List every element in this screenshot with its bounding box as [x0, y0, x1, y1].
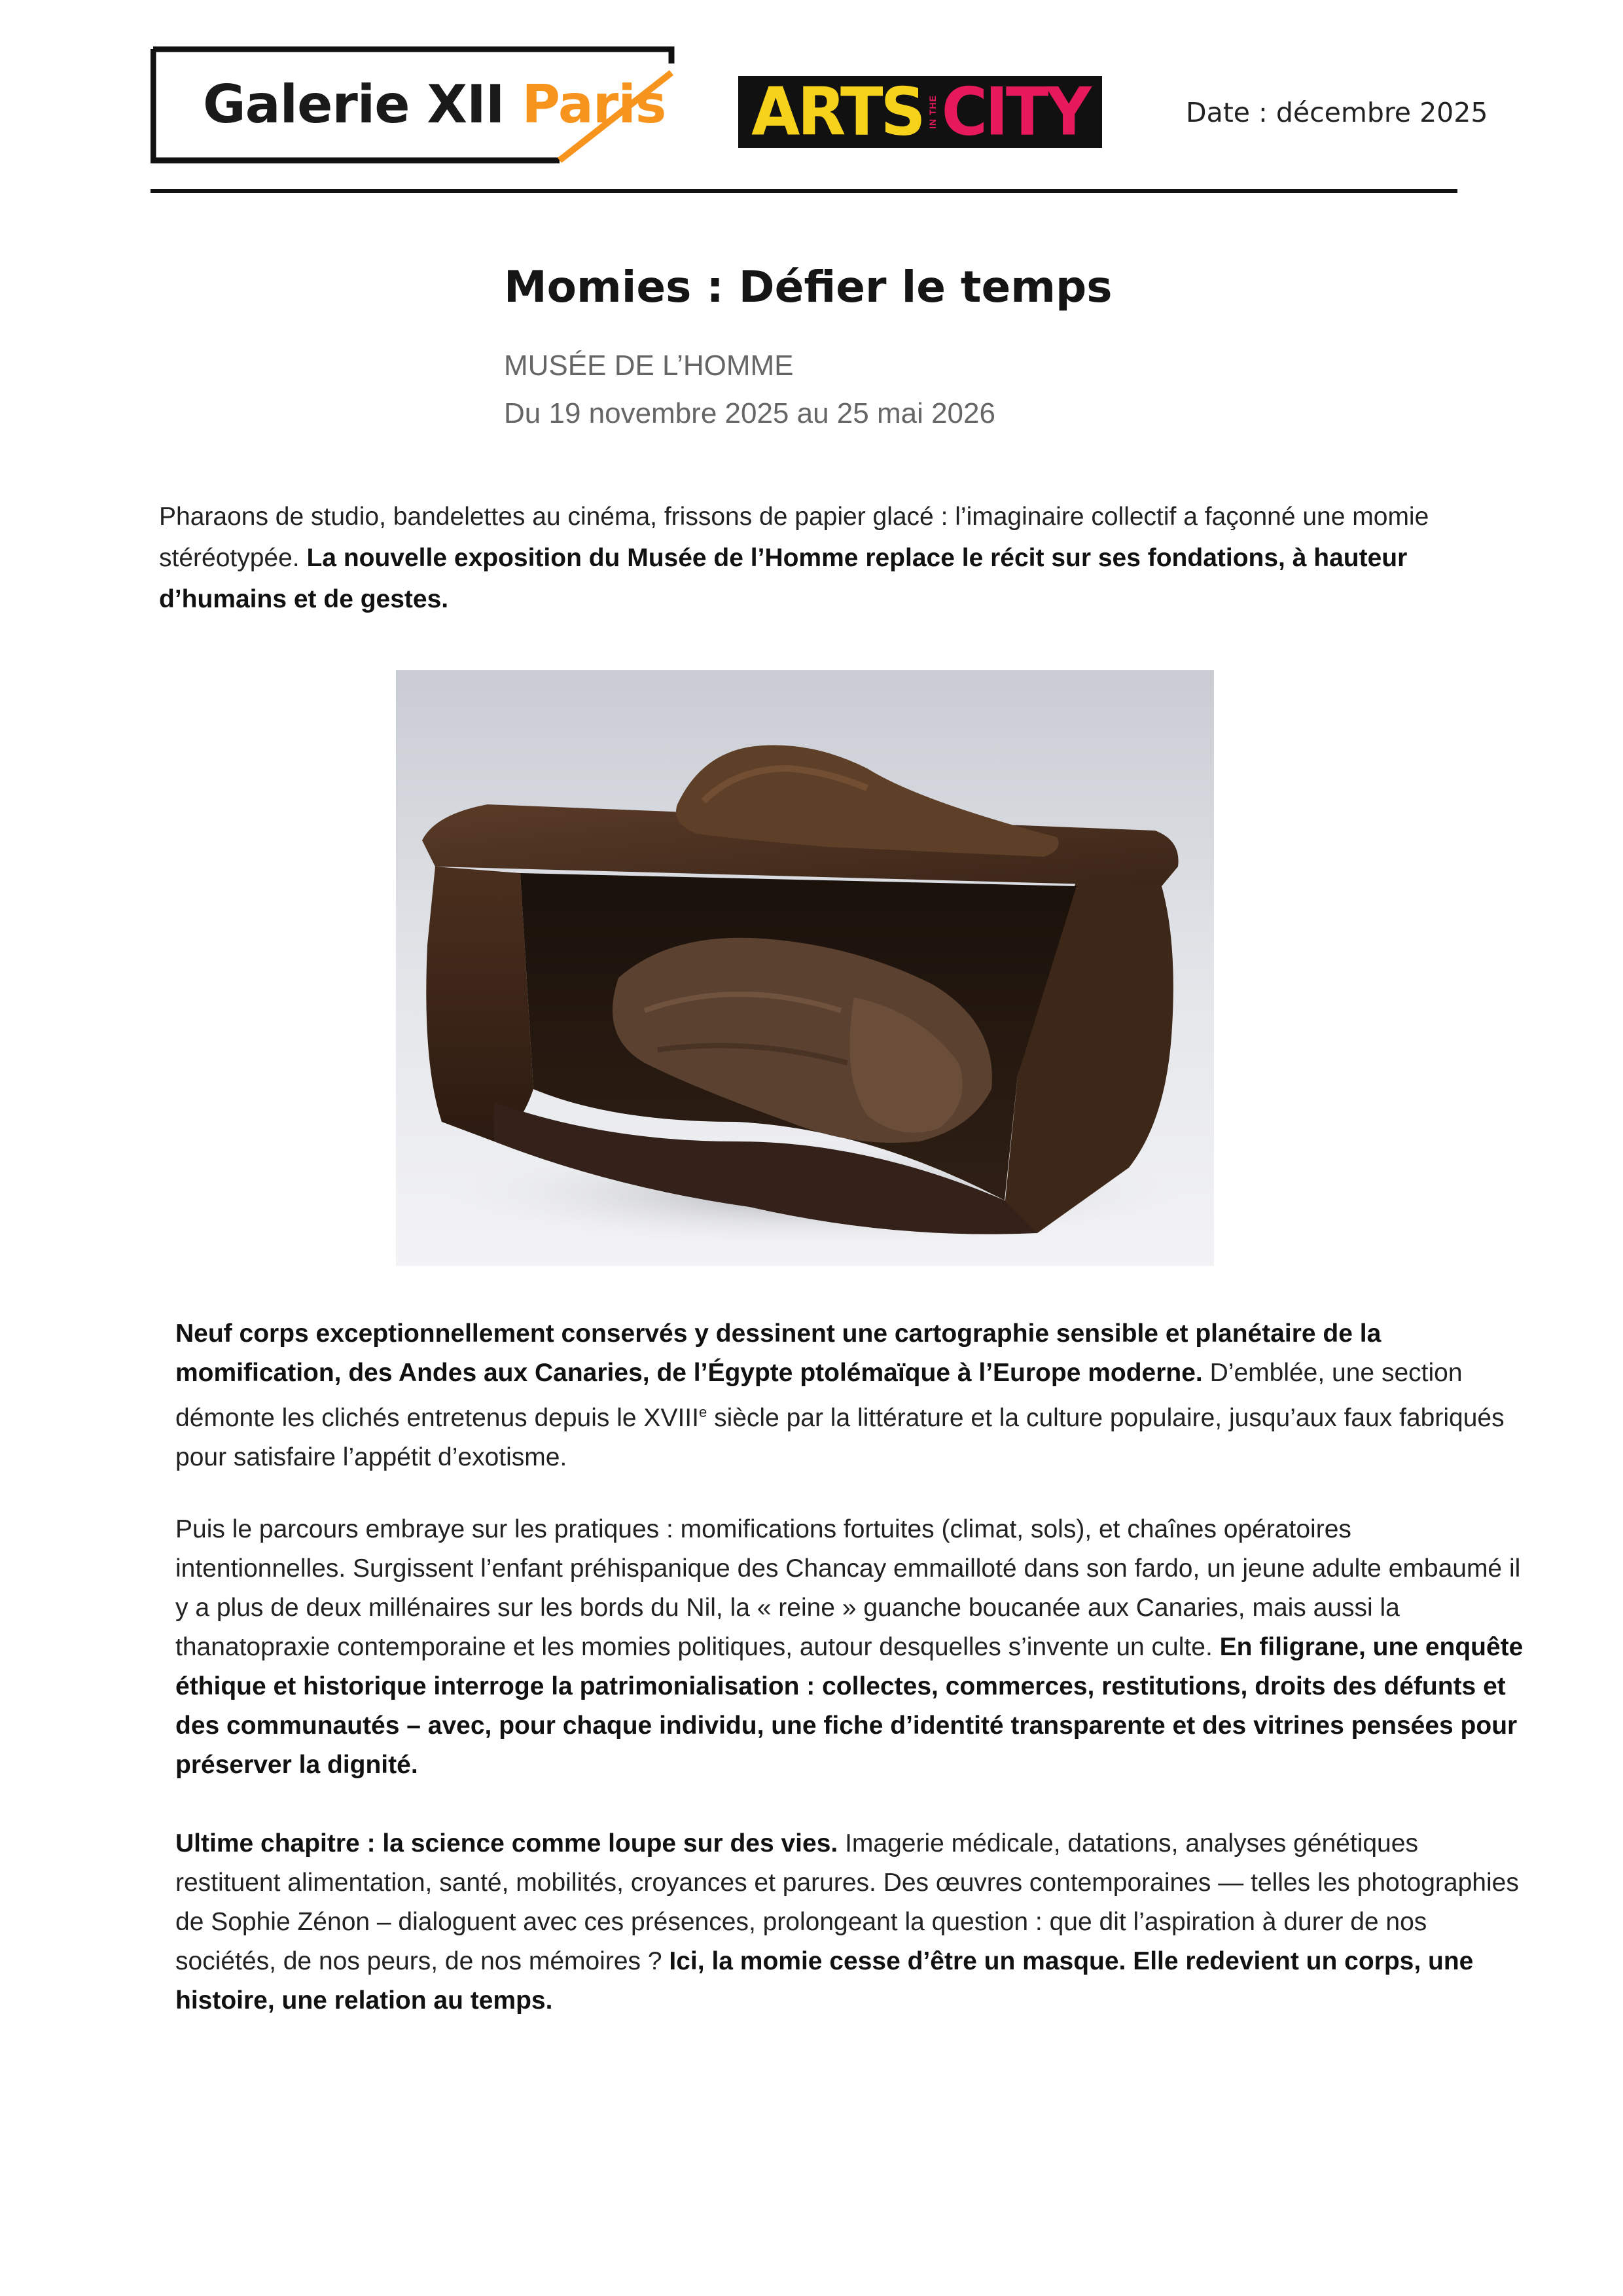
p3-text: Imagerie médicale, datations, analyses génétiques restituent alimentation, santé, mobilités, croyances et parures. Des œuvres contemporaines — telles les photographies de Sophie Zénon – dialoguent avec ces présences, prolongeant la question : que dit l’aspiration à durer de nos sociétés, de nos peurs, de nos mémoires ?: [175, 1829, 1519, 1975]
exhibition-dates: Du 19 novembre 2025 au 25 mai 2026: [504, 397, 995, 429]
intro-paragraph: [159, 496, 1520, 620]
body-paragraph-2: [175, 1510, 1524, 1785]
p1-bold-text: Neuf corps exceptionnellement conservés y dessinent une cartographie sensible et planétaire de la momification, des Andes aux Canaries, de l’Égypte ptolémaïque à l’Europe moderne.: [175, 1319, 1382, 1387]
p1-text-a: D’emblée, une section démonte les clichés entretenus depuis le XVIII: [175, 1359, 1463, 1432]
arts-in-the-city-logo: [738, 76, 1102, 148]
header-divider: [151, 189, 1457, 193]
body-paragraph-3: [175, 1824, 1524, 2020]
p3-bold-closing: Ici, la momie cesse d’être un masque. Elle redevient un corps, une histoire, une relation au temps.: [175, 1947, 1474, 2015]
mummy-coffin-photo: [396, 670, 1214, 1266]
logo-main-text: Galerie XII: [203, 74, 505, 135]
publication-date: Date : décembre 2025: [1186, 97, 1488, 128]
logo-accent-text: Paris: [522, 74, 666, 135]
galerie-logo: [203, 74, 666, 135]
in-the-word: IN THE: [927, 95, 938, 129]
p3-bold-lead: Ultime chapitre : la science comme loupe sur des vies.: [175, 1829, 838, 1857]
p2-bold-text: En filigrane, une enquête éthique et historique interroge la patrimonialisation : collectes, commerces, restitutions, droits des défunts et des communautés – avec, pour chaque individu, une fiche d’identité transparente et des vitrines pensées pour préserver la dignité.: [175, 1633, 1524, 1779]
p2-text: Puis le parcours embraye sur les pratiques : momifications fortuites (climat, sols), et chaînes opératoires intentionnelles. Surgissent l’enfant préhispanique des Chancay emmailloté dans son fardo, un jeune adulte embaumé il y a plus de deux millénaires sur les bords du Nil, la « reine » guanche boucanée aux Canaries, mais aussi la thanatopraxie contemporaine et les momies politiques, autour desquelles s’invente un culte.: [175, 1515, 1521, 1661]
p1-text-b: siècle par la littérature et la culture populaire, jusqu’aux faux fabriqués pour satisfaire l’appétit d’exotisme.: [175, 1404, 1505, 1471]
article-title: Momies : Défier le temps: [504, 262, 1113, 312]
body-paragraph-1: [175, 1314, 1524, 1477]
city-word: CITY: [941, 76, 1089, 148]
intro-text: Pharaons de studio, bandelettes au cinéma, frissons de papier glacé : l’imaginaire collectif a façonné une momie stéréotypée.: [159, 503, 1429, 572]
p1-superscript: e: [698, 1404, 707, 1420]
museum-name: MUSÉE DE L’HOMME: [504, 350, 794, 382]
intro-bold-text: La nouvelle exposition du Musée de l’Homme replace le récit sur ses fondations, à hauteur d’humains et de gestes.: [159, 544, 1408, 613]
arts-word: ARTS: [751, 76, 923, 148]
